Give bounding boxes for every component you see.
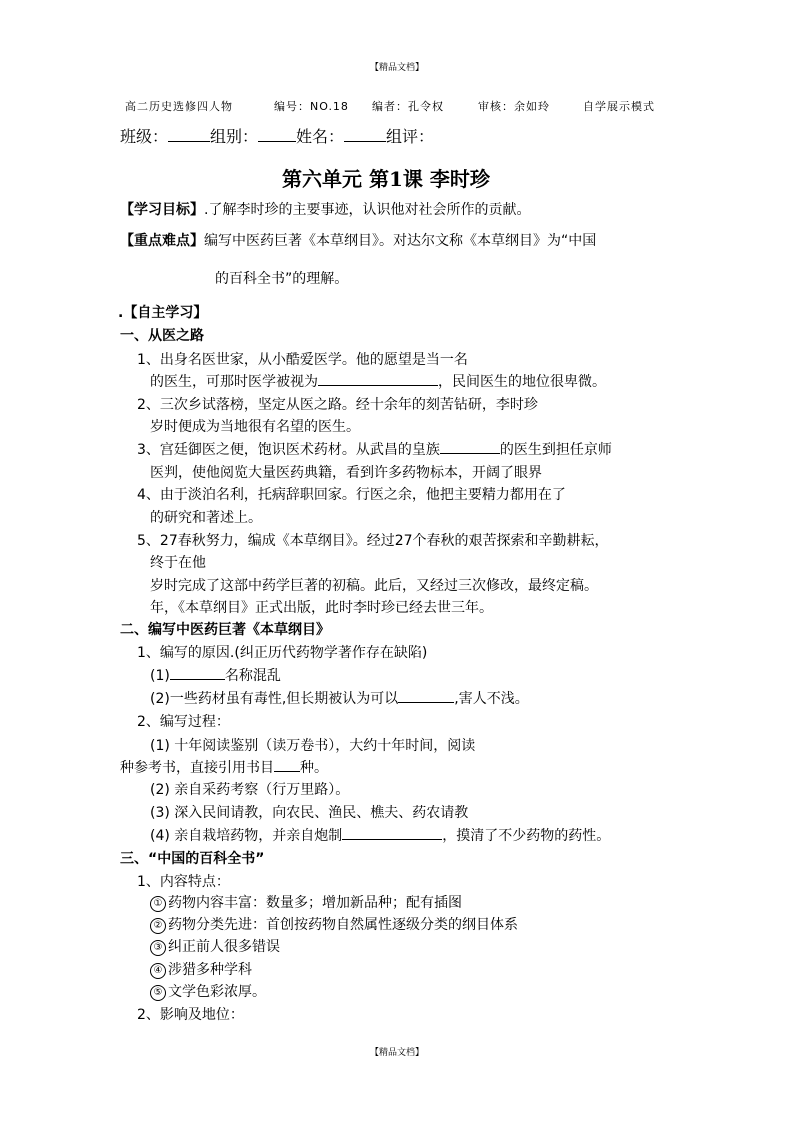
blank[interactable] (440, 439, 500, 454)
circled-number-icon: ③ (150, 940, 166, 956)
text: (2)一些药材虽有毒性,但长期被认为可以 (150, 691, 399, 707)
sec2-reason: 1、编写的原因.(纠正历代药物学著作存在缺陷) (137, 645, 428, 661)
sec1-item5-a: 5、27春秋努力，编成《本草纲目》。经过27个春秋的艰苦探索和辛勤耕耘， (137, 533, 609, 549)
blank[interactable] (342, 825, 442, 840)
sec1-item2-a: 2、三次乡试落榜，坚定从医之路。经十余年的刻苦钻研，李时珍 (137, 397, 538, 413)
header-course: 高二历史选修四人物 (125, 100, 233, 113)
circled-number-icon: ⑤ (150, 985, 166, 1001)
text: 药物分类先进：首创按药物自然属性逐级分类的纲目体系 (168, 917, 518, 933)
sec1-item1-a: 1、出身名医世家，从小酷爱医学。他的愿望是当一名 (137, 352, 468, 368)
name-label: 姓名： (296, 127, 345, 146)
text: (4) 亲自栽培药物，并亲自炮制 (150, 828, 343, 844)
section2-heading: 二、编写中医药巨著《本草纲目》 (120, 622, 330, 638)
text: 的医生到担任京师 (499, 442, 612, 458)
sec2-process-2: (2) 亲自采药考察（行万里路）。 (150, 782, 350, 798)
header-number: 编号：NO.18 (274, 100, 349, 113)
sec1-item2-b: 岁时便成为当地很有名望的医生。 (150, 419, 360, 435)
sec2-process: 2、编写过程： (137, 714, 230, 730)
group-blank[interactable] (258, 127, 296, 142)
sec3-content: 1、内容特点： (137, 874, 230, 890)
text: 3、宫廷御医之便，饱识医术药材。从武昌的皇族 (137, 442, 440, 458)
learning-goal (120, 199, 530, 219)
text: ，民间医生的地位很卑微。 (438, 374, 606, 390)
blank[interactable] (318, 371, 438, 386)
focus-line-2: 的百科全书”的理解。 (215, 271, 349, 287)
sec2-reason-2 (150, 688, 529, 708)
text: 涉猎多种学科 (168, 962, 252, 978)
focus-label: 【重点难点】 (120, 233, 204, 249)
text: (1) (150, 668, 170, 684)
circled-number-icon: ② (150, 918, 166, 934)
class-label: 班级： (120, 127, 169, 146)
bottom-tag: 【精品文档】 (370, 1048, 425, 1058)
self-study-heading: .【自主学习】 (118, 305, 208, 321)
sec3-feature-5 (150, 981, 266, 1001)
blank[interactable] (170, 665, 225, 680)
circled-number-icon: ① (150, 896, 166, 912)
sec3-feature-4 (150, 959, 252, 979)
blank[interactable] (398, 688, 454, 703)
name-blank[interactable] (344, 127, 386, 142)
section3-heading: 三、“中国的百科全书” (120, 851, 265, 867)
sec1-item4-b: 的研究和著述上。 (150, 510, 262, 526)
sec2-reason-1 (150, 665, 281, 685)
top-tag: 【精品文档】 (370, 63, 425, 73)
sec3-impact: 2、影响及地位： (137, 1007, 244, 1023)
form-line (120, 124, 434, 147)
sec1-item1-b (150, 371, 606, 391)
page-title: 第六单元 第1课 李时珍 (282, 167, 490, 191)
class-blank[interactable] (168, 127, 210, 142)
text: ，摸清了不少药物的药性。 (442, 828, 611, 844)
blank[interactable] (274, 757, 300, 772)
header-editor: 编者：孔令权 (372, 100, 444, 113)
section1-heading: 一、从医之路 (120, 328, 204, 344)
text: 药物内容丰富：数量多；增加新品种；配有插图 (168, 895, 462, 911)
goal-label: 【学习目标】 (120, 202, 204, 218)
text: 名称混乱 (224, 668, 281, 684)
sec2-process-1a: (1) 十年阅读鉴别（读万卷书），大约十年时间，阅读 (150, 738, 476, 754)
sec2-process-4 (150, 825, 610, 845)
group-label: 组别： (210, 127, 259, 146)
text: 的医生，可那时医学被视为 (150, 374, 318, 390)
sec2-process-1b (120, 757, 328, 777)
text: 种。 (300, 760, 328, 776)
goal-text: .了解李时珍的主要事迹，认识他对社会所作的贡献。 (204, 202, 531, 218)
circled-number-icon: ④ (150, 963, 166, 979)
sec1-item5-b: 终于在他 (150, 555, 206, 571)
sec1-item5-d: 年，《本草纲目》正式出版，此时李时珍已经去世三年。 (150, 600, 493, 616)
sec2-process-3: (3) 深入民间请教，向农民、渔民、樵夫、药农请教 (150, 805, 469, 821)
sec1-item4-a: 4、由于淡泊名利，托病辞职回家。行医之余，他把主要精力都用在了 (137, 487, 566, 503)
sec3-feature-2 (150, 914, 518, 934)
focus-line-1 (120, 230, 596, 250)
text: 种参考书，直接引用书目 (120, 760, 274, 776)
eval-label: 组评： (386, 127, 435, 146)
header-reviewer: 审核：余如玲 (478, 100, 550, 113)
sec3-feature-3 (150, 936, 280, 956)
sec1-item3-a (137, 439, 612, 459)
sec1-item3-b: 医判，使他阅览大量医药典籍，看到许多药物标本，开阔了眼界 (150, 465, 542, 481)
text: 纠正前人很多错误 (168, 939, 280, 955)
focus-text-1: 编写中医药巨著《本草纲目》。对达尔文称《本草纲目》为“中国 (204, 233, 597, 249)
text: 文学色彩浓厚。 (168, 984, 266, 1000)
header-mode: 自学展示模式 (583, 100, 655, 113)
sec3-feature-1 (150, 892, 462, 912)
text: ,害人不浅。 (454, 691, 529, 707)
sec1-item5-c: 岁时完成了这部中药学巨著的初稿。此后，又经过三次修改，最终定稿。 (150, 578, 598, 594)
